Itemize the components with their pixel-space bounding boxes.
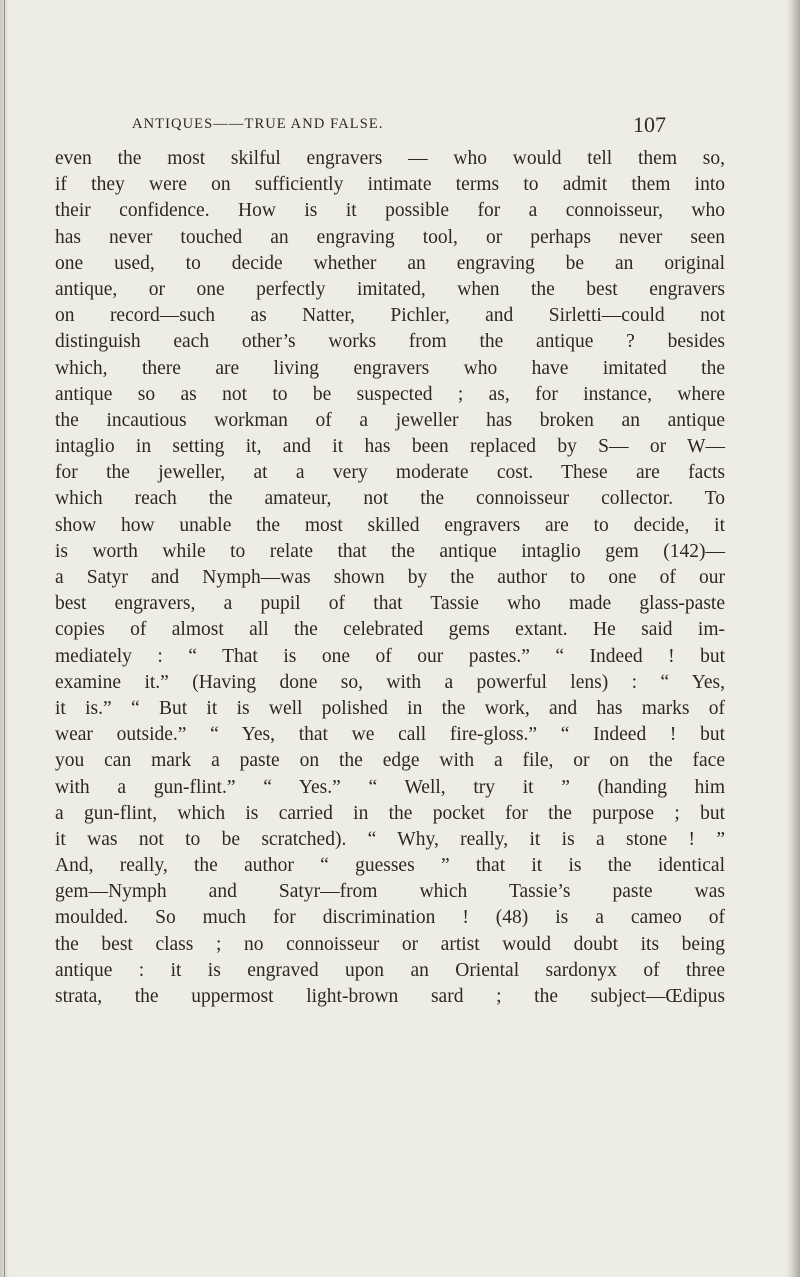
text-line: with a gun-flint.” “ Yes.” “ Well, try it ” (handing him xyxy=(55,776,725,798)
text-line: for the jeweller, at a very moderate cost. These are facts xyxy=(55,462,725,484)
text-line: copies of almost all the celebrated gems extant. He said im- xyxy=(55,619,725,641)
text-line: antique : it is engraved upon an Oriental sardonyx of three xyxy=(55,959,725,981)
text-line: antique, or one perfectly imitated, when the best engravers xyxy=(55,278,725,300)
text-line: mediately : “ That is one of our pastes.” “ Indeed ! but xyxy=(55,645,725,667)
page-number: 107 xyxy=(633,112,666,137)
text-line: moulded. So much for discrimination ! (48) is a cameo of xyxy=(55,907,725,929)
text-line: distinguish each other’s works from the antique ? besides xyxy=(55,331,725,353)
text-line: best engravers, a pupil of that Tassie who made glass-paste xyxy=(55,593,725,615)
text-line: if they were on sufficiently intimate terms to admit them into xyxy=(55,174,725,196)
text-line: you can mark a paste on the edge with a file, or on the face xyxy=(55,750,725,772)
text-line: one used, to decide whether an engraving be an original xyxy=(55,252,725,274)
running-head: ANTIQUES——TRUE AND FALSE. xyxy=(132,116,384,132)
text-line: is worth while to relate that the antique intaglio gem (142)— xyxy=(55,540,725,562)
text-line: antique so as not to be suspected ; as, for instance, where xyxy=(55,383,725,405)
text-line: show how unable the most skilled engravers are to decide, it xyxy=(55,514,725,536)
page-binding-edge xyxy=(0,0,10,1277)
body-text xyxy=(55,146,725,1010)
page-header xyxy=(132,112,666,142)
text-line: which reach the amateur, not the connoisseur collector. To xyxy=(55,488,725,510)
text-line: a gun-flint, which is carried in the pocket for the purpose ; but xyxy=(55,802,725,824)
text-line: examine it.” (Having done so, with a powerful lens) : “ Yes, xyxy=(55,671,725,693)
text-line: wear outside.” “ Yes, that we call fire-gloss.” “ Indeed ! but xyxy=(55,724,725,746)
text-line: has never touched an engraving tool, or perhaps never seen xyxy=(55,226,725,248)
text-line: even the most skilful engravers — who would tell them so, xyxy=(55,148,725,169)
text-line: strata, the uppermost light-brown sard ; the subject—Œdipus xyxy=(55,986,725,1007)
text-line: gem—Nymph and Satyr—from which Tassie’s paste was xyxy=(55,881,725,903)
text-line: their confidence. How is it possible for a connoisseur, who xyxy=(55,200,725,222)
page-outer-edge xyxy=(786,0,800,1277)
text-line: on record—such as Natter, Pichler, and Sirletti—could not xyxy=(55,305,725,327)
text-line: the best class ; no connoisseur or artist would doubt its being xyxy=(55,933,725,955)
text-line: a Satyr and Nymph—was shown by the author to one of our xyxy=(55,567,725,588)
text-line: the incautious workman of a jeweller has broken an antique xyxy=(55,409,725,431)
text-line: which, there are living engravers who have imitated the xyxy=(55,357,725,379)
text-line: it is.” “ But it is well polished in the work, and has marks of xyxy=(55,697,725,719)
text-line: it was not to be scratched). “ Why, really, it is a stone ! ” xyxy=(55,828,725,850)
text-line: intaglio in setting it, and it has been replaced by S— or W— xyxy=(55,436,725,458)
text-line: And, really, the author “ guesses ” that it is the identical xyxy=(55,855,725,877)
